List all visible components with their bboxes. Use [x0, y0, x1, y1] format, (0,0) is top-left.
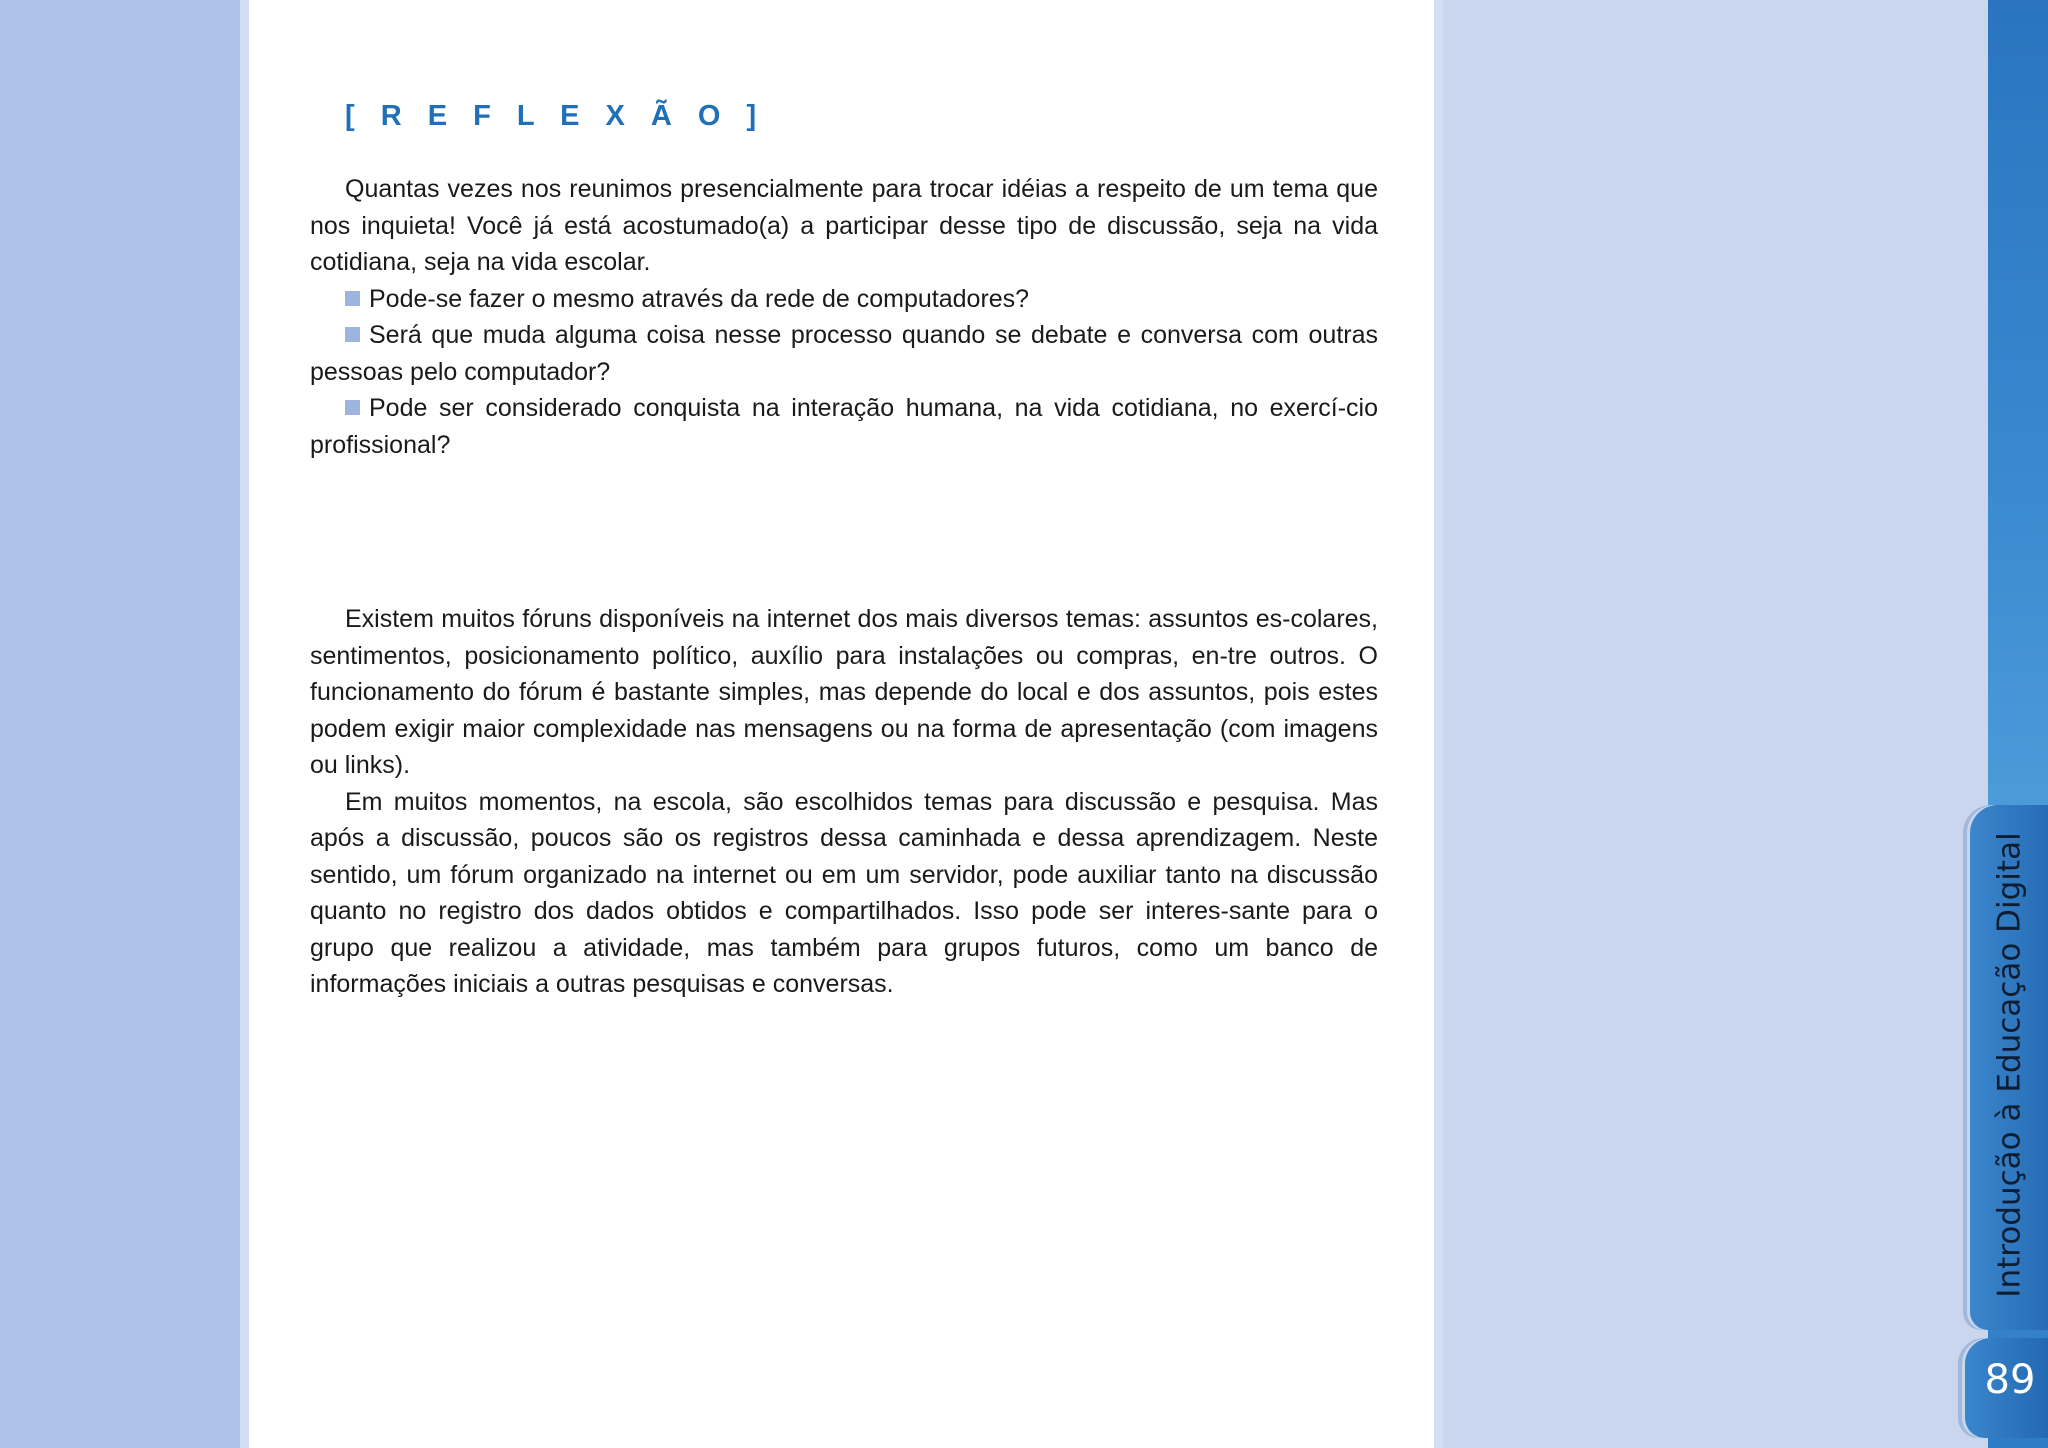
reflection-intro: Quantas vezes nos reunimos presencialmente para trocar idéias a respeito de um tema que nos inquieta! Você já está acostumado(a) a participar desse tipo de discussão, seja na vida cotidiana, seja na vida escolar.: [310, 175, 1378, 276]
body-paragraph-2: Em muitos momentos, na escola, são escolhidos temas para discussão e pesquisa. Mas após a discussão, poucos são os registros dessa caminhada e dessa aprendizagem. Neste sentido, um fórum organizado na internet ou em um servidor, pode auxiliar tanto na discussão quanto no registro dos dados obtidos e compartilhados. Isso pode ser interes-sante para o grupo que realizou a atividade, mas também para grupos futuros, como um banco de informações iniciais a outras pesquisas e conversas.: [310, 787, 1378, 998]
reflection-question: [310, 390, 1378, 463]
question-text: Será que muda alguma coisa nesse processo quando se debate e conversa com outras pessoas pelo computador?: [310, 321, 1378, 386]
section-heading: [ R E F L E X Ã O ]: [345, 100, 766, 132]
right-margin-stripe: [1434, 0, 1443, 1448]
question-text: Pode ser considerado conquista na interação humana, na vida cotidiana, no exercí-cio profissional?: [310, 394, 1378, 459]
left-margin-background: [0, 0, 240, 1448]
square-bullet-icon: [345, 400, 360, 415]
body-paragraph-1: Existem muitos fóruns disponíveis na internet dos mais diversos temas: assuntos es-colares, sentimentos, posicionamento político, auxílio para instalações ou compras, en-tre outros. O funcionamento do fórum é bastante simples, mas depende do local e dos assuntos, pois estes podem exigir maior complexidade nas mensagens ou na forma de apresentação (com imagens ou links).: [310, 605, 1378, 779]
left-margin-stripe: [240, 0, 249, 1448]
reflection-block: [310, 171, 1378, 463]
square-bullet-icon: [345, 327, 360, 342]
reflection-question: [310, 281, 1378, 318]
chapter-title: Introdução à Educação Digital: [1992, 832, 2028, 1298]
page-number: 89: [1984, 1357, 2036, 1403]
chapter-side-tab-label: [1985, 832, 2035, 1298]
reflection-question: [310, 317, 1378, 390]
right-margin-background: [1443, 0, 1988, 1448]
question-text: Pode-se fazer o mesmo através da rede de computadores?: [369, 284, 1030, 313]
body-block: [310, 601, 1378, 1003]
square-bullet-icon: [345, 291, 360, 306]
